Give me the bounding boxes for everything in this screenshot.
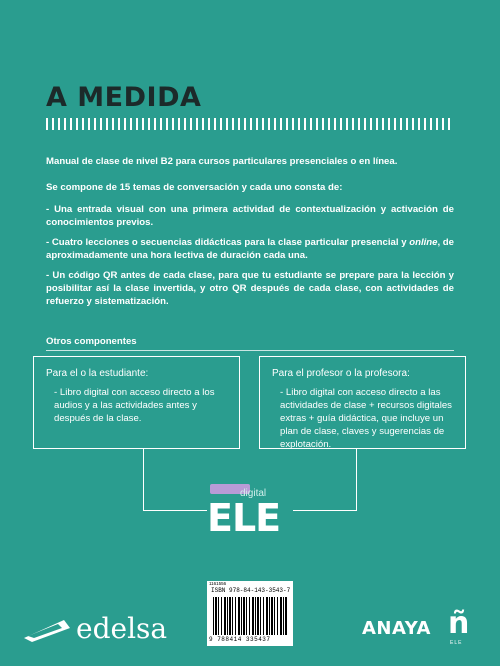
list-item: - Un código QR antes de cada clase, para que tu estudiante se prepare para la lección y posibilitar así la clase invertida, y otro QR después de cada clase, con actividades de refuerzo y sistematización. [46,270,454,307]
barcode-bars [213,597,287,635]
list-item-text: - Cuatro lecciones o secuencias didácticas para la clase particular presencial y [46,237,410,248]
left-connector [143,449,207,511]
barcode [207,581,293,646]
edelsa-wordmark: edelsa [76,612,168,645]
composition-section [46,181,454,315]
student-box-heading: Para el o la estudiante: [46,368,149,379]
barcode-number: 9 788414 335437 [209,636,271,643]
intro-text [46,155,454,168]
list-item-text: , de aproximadamente una hora lectiva de duración cada una. [46,237,455,261]
logo-digital-text: digital [240,488,267,499]
others-heading: Otros componentes [46,336,137,347]
contents-list [46,203,454,308]
list-item [46,236,454,262]
teacher-box-heading: Para el profesor o la profesora: [272,368,410,379]
edelsa-logo [24,608,168,646]
intro-paragraph: Manual de clase de nivel B2 para cursos particulares presenciales o en línea. [46,156,398,167]
student-box-desc: - Libro digital con acceso directo a los audios y a las actividades antes y después de la clase. [54,387,215,424]
list-item-emphasis: online [409,237,438,248]
composition-paragraph: Se compone de 15 temas de conversación y cada uno consta de: [46,182,343,193]
teacher-box-desc: - Libro digital con acceso directo a las actividades de clase + recursos digitales extras + guía didáctica, que incluye un plan de clase, claves y sugerencias de explotación. [280,387,452,450]
anaya-enye-mark: ñ [448,606,470,641]
right-connector [293,449,357,511]
book-title: A MEDIDA [46,82,202,113]
ele-digital-logo [207,484,293,546]
edelsa-mark-icon [24,616,70,642]
anaya-logo [362,606,472,648]
title-tick-rule [46,118,454,130]
barcode-code: 1161556 [209,581,227,586]
isbn-text: ISBN 978-84-143-3543-7 [211,587,291,594]
student-box [33,356,240,449]
divider [46,350,454,351]
anaya-ele-text: ELE [450,640,463,646]
logo-ele-text: ELE [207,496,281,540]
teacher-box [259,356,466,449]
list-item: - Una entrada visual con una primera actividad de contextualización y activación de conocimientos previos. [46,204,454,228]
anaya-wordmark: ANAYA [362,618,431,639]
